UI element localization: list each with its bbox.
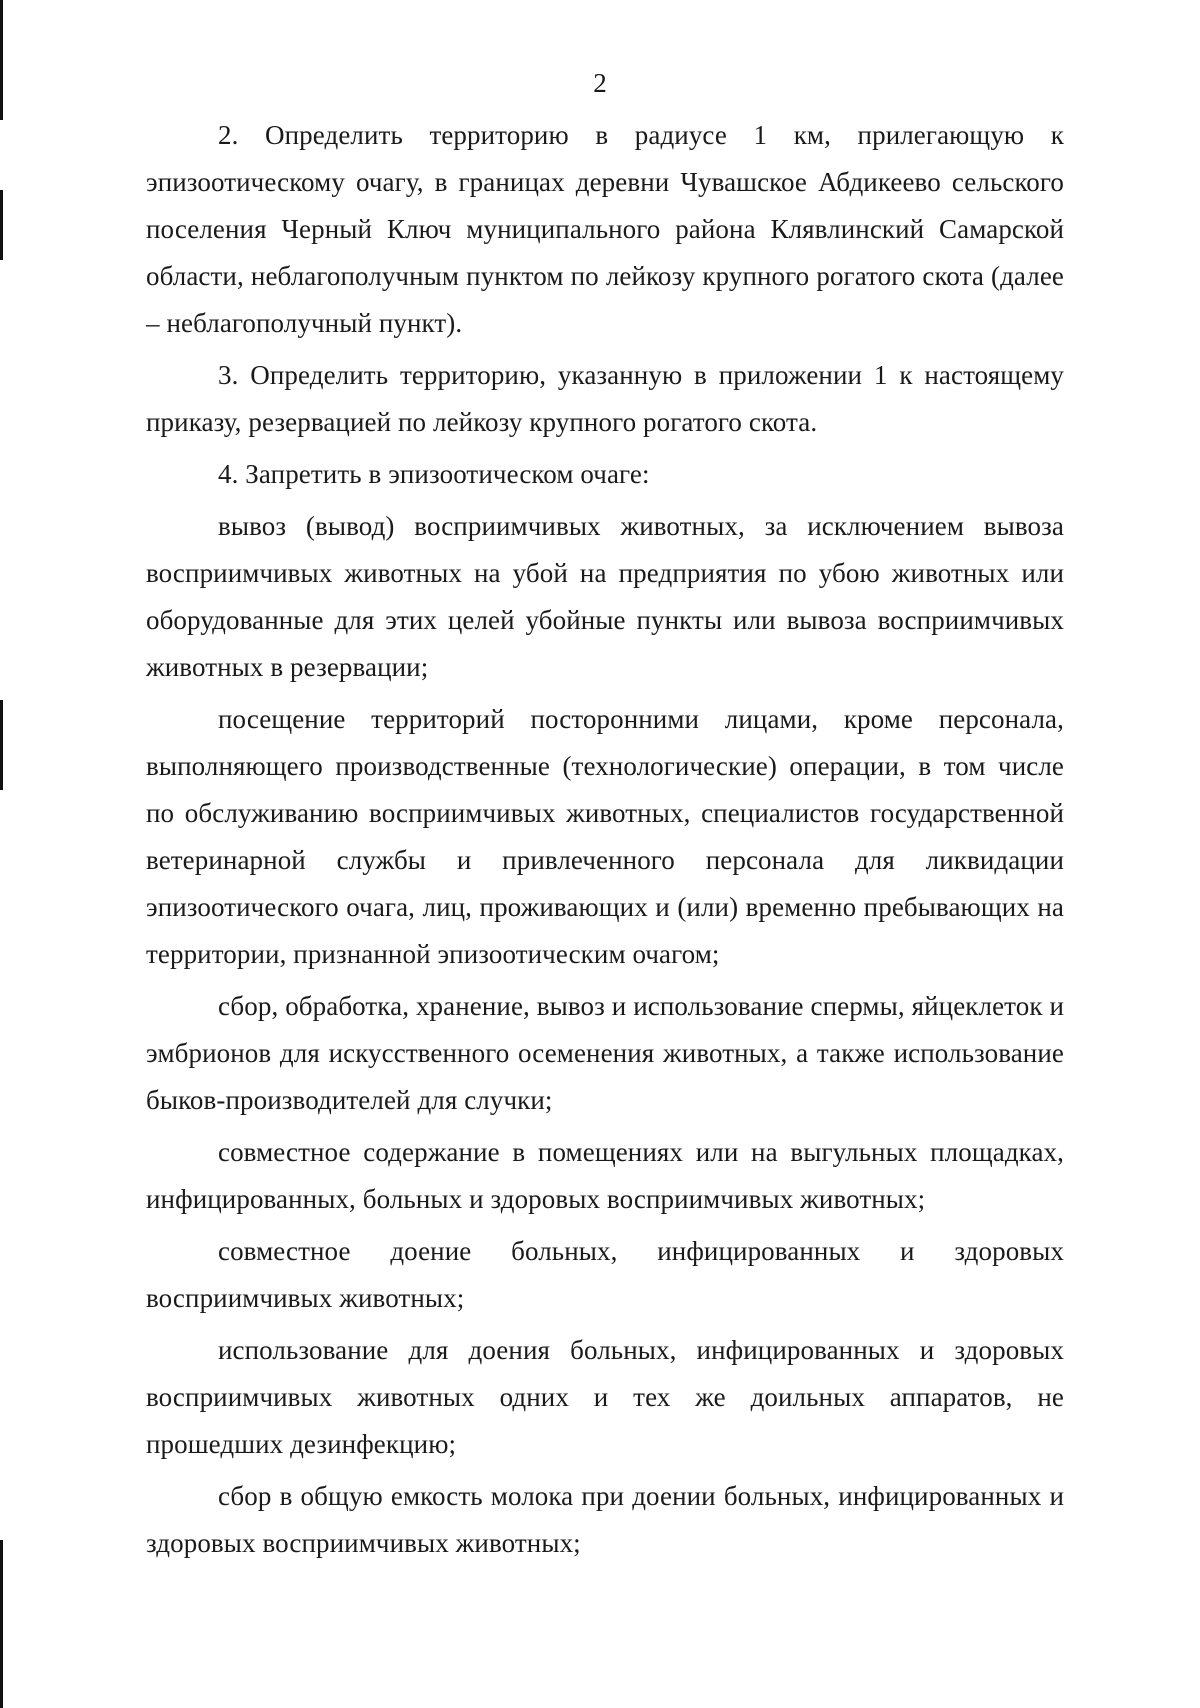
scan-edge-mark: [0, 1540, 3, 1708]
paragraph-prohibition-sperm: сбор, обработка, хранение, вывоз и использование спермы, яйцеклеток и эмбрионов для искусственного осеменения животных, а также использование быков-производителей для случки;: [146, 991, 1064, 1115]
paragraph-prohibition-milk-collection: сбор в общую емкость молока при доении больных, инфицированных и здоровых восприимчивых животных;: [146, 1481, 1064, 1558]
page-number: 2: [593, 68, 607, 98]
paragraph-prohibition-export: вывоз (вывод) восприимчивых животных, за исключением вывоза восприимчивых животных на убой на предприятия по убою животных или оборудованные для этих целей убойные пункты или вывоза восприимчивых животных в резервации;: [146, 511, 1064, 682]
paragraph-prohibition-joint-milking: совместное доение больных, инфицированных и здоровых восприимчивых животных;: [146, 1236, 1064, 1313]
paragraph-prohibition-visits: посещение территорий посторонними лицами, кроме персонала, выполняющего производственные (технологические) операции, в том числе по обслуживанию восприимчивых животных, специалистов государственной ветеринарной службы и привлеченного персонала для ликвидации эпизоотического очага, лиц, проживающих и (или) временно пребывающих на территории, признанной эпизоотическим очагом;: [146, 704, 1064, 969]
paragraph-prohibition-joint-keeping: совместное содержание в помещениях или на выгульных площадках, инфицированных, больных и здоровых восприимчивых животных;: [146, 1137, 1064, 1214]
paragraph-item-4: 4. Запретить в эпизоотическом очаге:: [218, 459, 650, 489]
scan-edge-mark: [0, 190, 3, 260]
paragraph-item-3: 3. Определить территорию, указанную в приложении 1 к настоящему приказу, резервацией по лейкозу крупного рогатого скота.: [146, 360, 1064, 437]
document-body: [146, 112, 1064, 1572]
scan-edge-mark: [0, 0, 3, 120]
paragraph-item-2: 2. Определить территорию в радиусе 1 км, прилегающую к эпизоотическому очагу, в границах деревни Чувашское Абдикеево сельского поселения Черный Ключ муниципального района Клявлинский Самарской области, неблагополучным пунктом по лейкозу крупного рогатого скота (далее – неблагополучный пункт).: [146, 120, 1064, 338]
paragraph-prohibition-milking-devices: использование для доения больных, инфицированных и здоровых восприимчивых животных одних и тех же доильных аппаратов, не прошедших дезинфекцию;: [146, 1335, 1064, 1459]
scan-edge-mark: [0, 700, 3, 790]
